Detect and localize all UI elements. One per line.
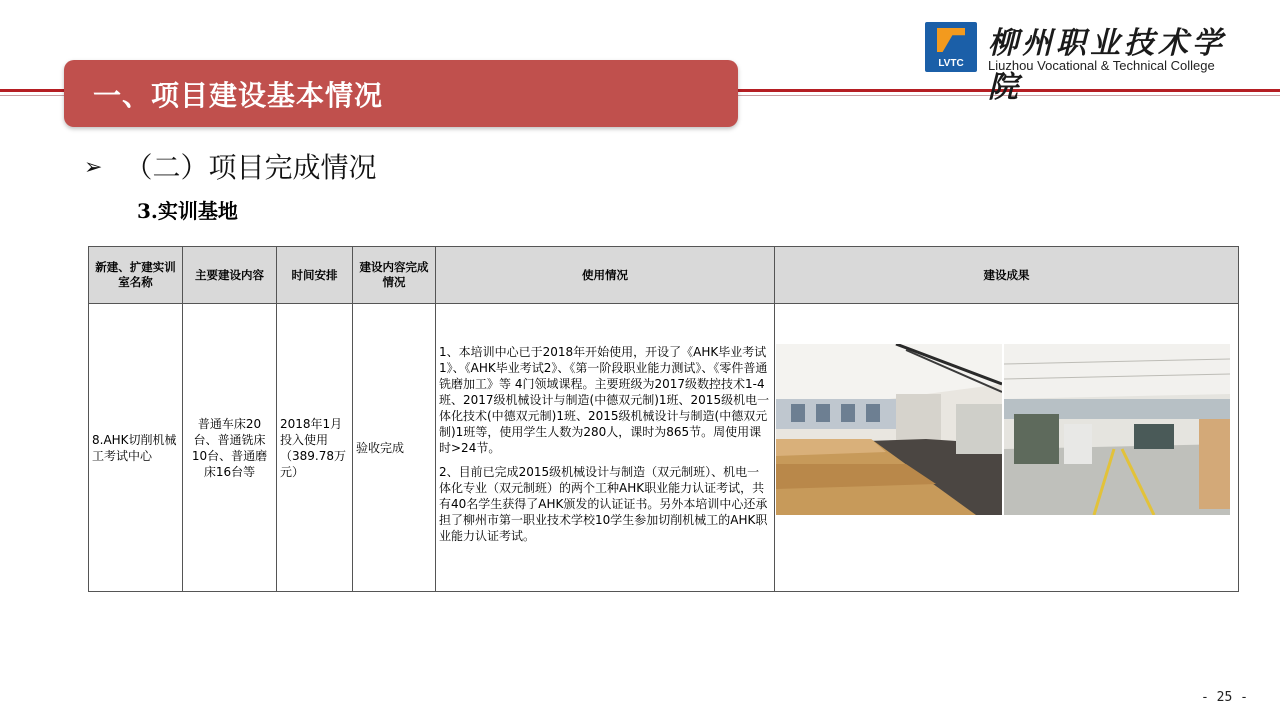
logo-name-en: Liuzhou Vocational & Technical College [988,58,1215,73]
column-header: 建设成果 [775,247,1239,304]
title-banner [64,60,738,127]
page-number: - 25 - [1201,690,1248,705]
lvtc-emblem-icon [925,22,977,72]
logo-name-cn: 柳州职业技术学院 [988,26,1226,105]
cell-completion-status: 验收完成 [353,304,436,592]
training-room-photo [776,344,1002,515]
bullet-arrow-icon: ➢ [84,155,103,180]
cell-results-photos [775,304,1239,592]
workshop-photo [1004,344,1230,515]
cell-schedule: 2018年1月投入使用（389.78万元） [277,304,353,592]
sub-heading: 3.实训基地 [137,199,238,223]
section-heading-text: （二）项目完成情况 [124,151,377,184]
cell-main-content: 普通车床20台、普通铣床10台、普通磨床16台等 [183,304,277,592]
column-header: 使用情况 [436,247,775,304]
training-base-table [88,246,1239,592]
table-row [89,304,1239,592]
college-logo [922,18,1234,105]
column-header: 建设内容完成情况 [353,247,436,304]
slide-title: 一、项目建设基本情况 [93,79,384,112]
logo-abbr: LVTC [938,58,964,69]
column-header: 时间安排 [277,247,353,304]
column-header: 新建、扩建实训室名称 [89,247,183,304]
usage-paragraph-1: 1、本培训中心已于2018年开始使用，开设了《AHK毕业考试1》、《AHK毕业考试2》、《第一阶段职业能力测试》、《零件普通铣磨加工》等 4门领域课程。主要班级为2017级数控技术1-4班、2017级机械设计与制造(中德双元制)1班、2015级机电一体化技术(中德双元制)1班、2015级机械设计与制造(中德双元制)1班等，使用学生人数为280人，课时为865节。周使用课时>24节。 [439,344,770,455]
column-header: 主要建设内容 [183,247,277,304]
cell-usage [436,304,775,592]
usage-paragraph-2: 2、目前已完成2015级机械设计与制造（双元制班）、机电一体化专业（双元制班）的两个工种AHK职业能力认证考试，共有40名学生获得了AHK颁发的认证证书。另外本培训中心还承担了柳州市第一职业技术学校10学生参加切削机械工的AHK职业能力认证考试。 [439,464,768,543]
cell-room-name: 8.AHK切削机械工考试中心 [89,304,183,592]
table-header-row [89,247,1239,304]
section-heading [84,146,376,186]
